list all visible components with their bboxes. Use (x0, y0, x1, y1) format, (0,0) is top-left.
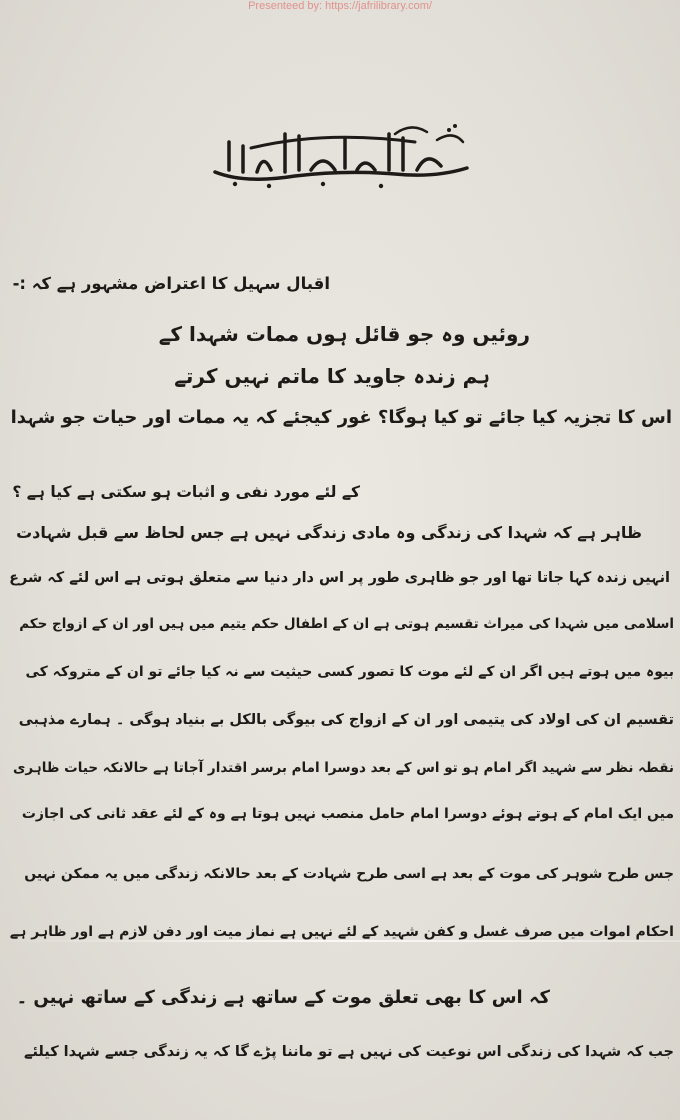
text-line-15: کہ اس کا بھی تعلق موت کے ساتھ ہے زندگی کے ساتھ نہیں ۔ (16, 987, 550, 1008)
bismillah-calligraphy (205, 112, 475, 192)
text-line-5: کے لئے مورد نفی و اثبات ہو سکتی ہے کیا ہے ؟ (12, 483, 360, 501)
text-line-9: بیوہ میں ہوتے ہیں اگر ان کے لئے موت کا تصور کسی حیثیت سے نہ کیا جائے تو ان کے متروکہ کی (25, 664, 674, 680)
text-line-13: جس طرح شوہر کی موت کے بعد ہے اسی طرح شہادت کے بعد حالانکہ زندگی میں یہ ممکن نہیں (24, 866, 674, 882)
text-line-12: میں ایک امام کے ہوتے ہوئے دوسرا امام حامل منصب نہیں ہوتا ہے وہ کے لئے عقد ثانی کی اجازت (21, 806, 674, 822)
text-line-8: اسلامی میں شہدا کی میراث تقسیم ہوتی ہے ان کے اطفال حکم یتیم میں ہیں اور ان کے ازواج حکم (19, 616, 674, 632)
text-line-16: جب کہ شہدا کی زندگی اس نوعیت کی نہیں ہے تو ماننا پڑے گا کہ یہ زندگی جسے شہدا کیلئے (23, 1044, 674, 1060)
text-line-3: ہم زندہ جاوید کا ماتم نہیں کرتے (174, 364, 490, 388)
text-line-2: روئیں وہ جو قائل ہوں ممات شہدا کے (158, 322, 530, 346)
watermark (0, 0, 680, 13)
text-line-1: اقبال سہیل کا اعتراض مشہور ہے کہ :- (12, 274, 330, 293)
text-line-7: انہیں زندہ کہا جاتا تھا اور جو ظاہری طور پر اس دار دنیا سے متعلق ہوتی ہے اس لئے کہ شرع (9, 570, 670, 586)
text-line-14: احکام اموات میں صرف غسل و کفن شہید کے لئے نہیں ہے نماز میت اور دفن لازم ہے اور ظاہر ہے (9, 924, 674, 940)
watermark-label: Presenteed by: (248, 0, 323, 12)
text-line-10: تقسیم ان کی اولاد کی یتیمی اور ان کے ازواج کی بیوگی بالکل بے بنیاد ہوگی ۔ ہمارے مذہبی (18, 712, 674, 728)
text-line-4: اس کا تجزیہ کیا جائے تو کیا ہوگا؟ غور کیجئے کہ یہ ممات اور حیات جو شہدا (10, 407, 672, 428)
text-line-6: ظاہر ہے کہ شہدا کی زندگی وہ مادی زندگی نہیں ہے جس لحاظ سے قبل شہادت (16, 523, 642, 542)
watermark-link[interactable]: https://jafrilibrary.com/ (325, 0, 432, 12)
bismillah-calligraphy-art (205, 112, 475, 192)
text-line-11: نقطہ نظر سے شہید اگر امام ہو تو اس کے بعد دوسرا امام برسر اقتدار آجاتا ہے حالانکہ حیات ظاہری (13, 760, 674, 776)
